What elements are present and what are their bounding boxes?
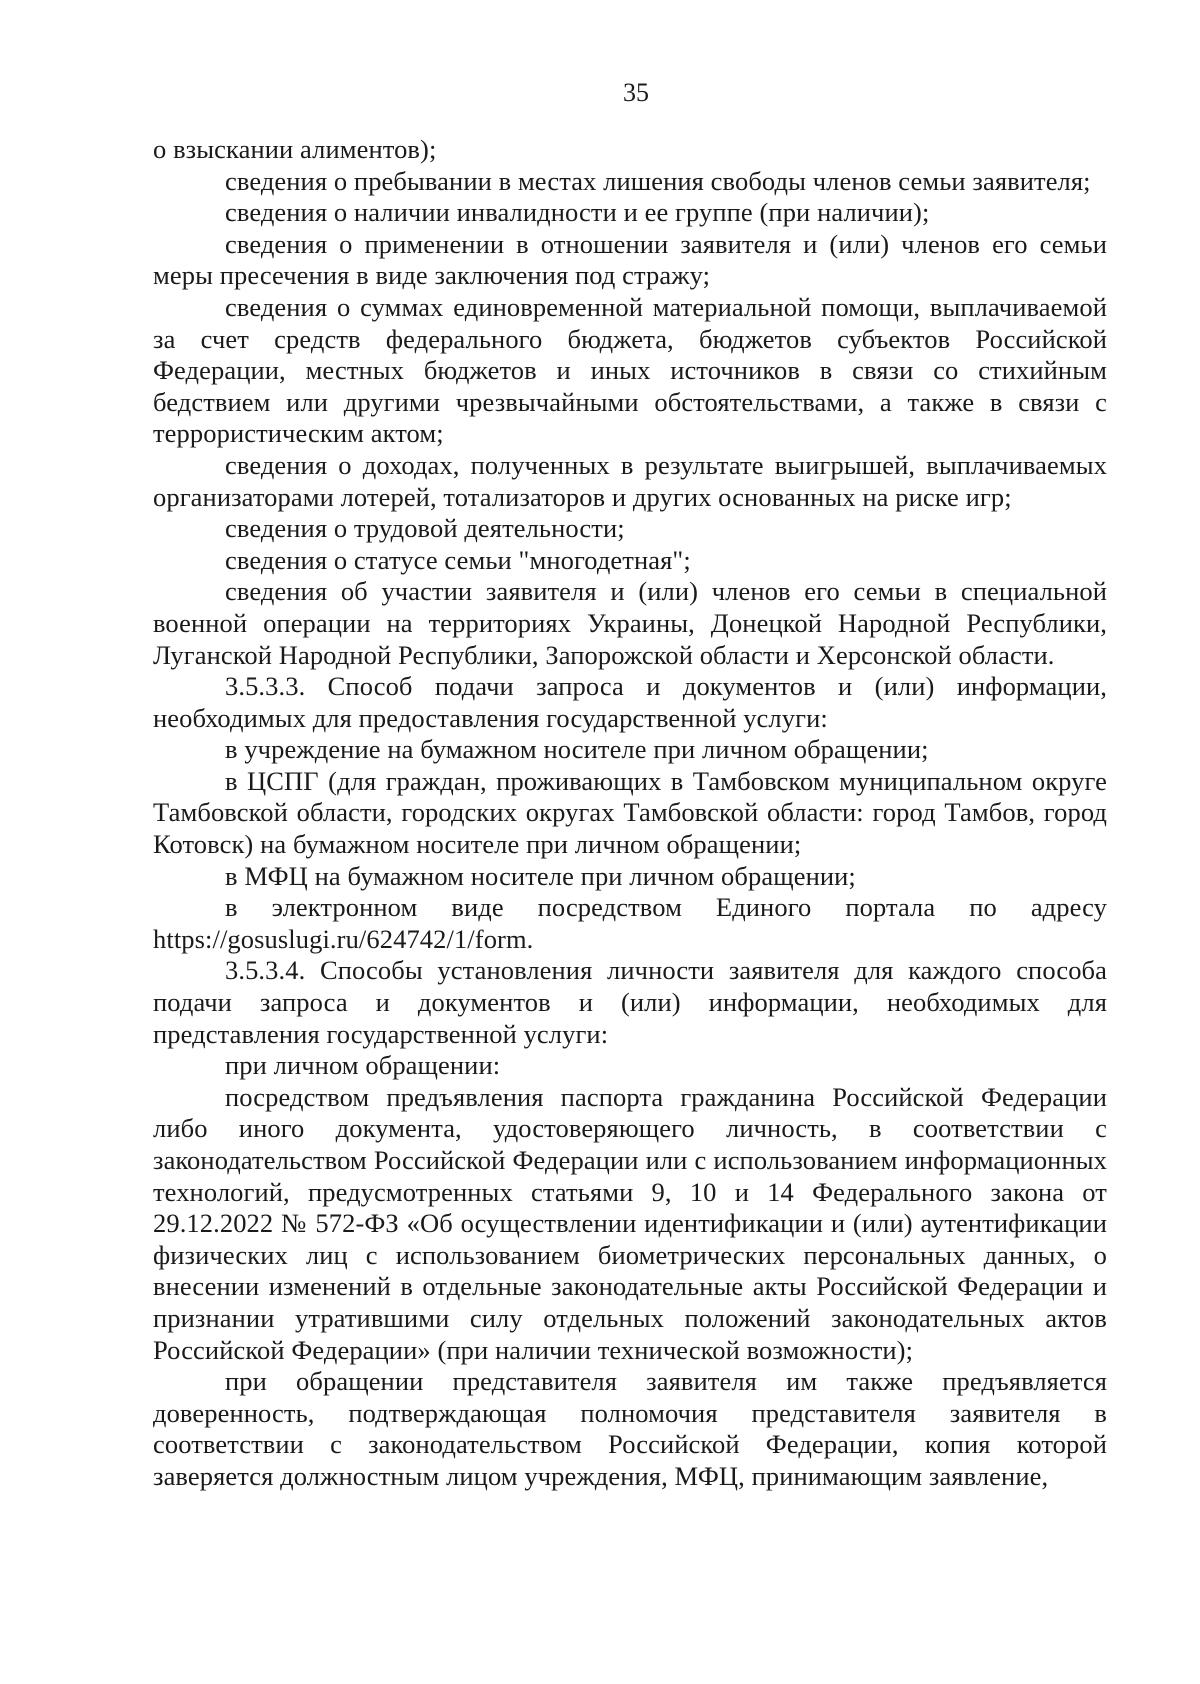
paragraph: при личном обращении:	[225, 1050, 501, 1081]
paragraph: сведения об участии заявителя и (или) членов его семьи в специальной военной операции на территориях Украины, Донецкой Народной Республики, Луганской Народной Республики, Запорожской области и Херсонской области.	[153, 576, 1107, 670]
paragraph: сведения о статусе семьи "многодетная";	[225, 544, 691, 575]
paragraph: сведения о трудовой деятельности;	[225, 513, 625, 544]
paragraph: о взыскании алиментов);	[153, 134, 437, 164]
document-body	[153, 134, 1107, 1493]
paragraph: сведения о пребывании в местах лишения свободы членов семьи заявителя;	[225, 165, 1091, 196]
page-number: 35	[623, 78, 649, 107]
paragraph: посредством предъявления паспорта гражданина Российской Федерации либо иного документа, удостоверяющего личность, в соответствии с законодательством Российской Федерации или с использованием информационных технологий, предусмотренных статьями 9, 10 и 14 Федерального закона от 29.12.2022 № 572-ФЗ «Об осуществлении идентификации и (или) аутентификации физических лиц с использованием биометрических персональных данных, о внесении изменений в отдельные законодательные акты Российской Федерации и признании утратившими силу отдельных положений законодательных актов Российской Федерации» (при наличии технической возможности);	[153, 1081, 1107, 1365]
paragraph: сведения о суммах единовременной материальной помощи, выплачиваемой за счет средств федерального бюджета, бюджетов субъектов Российской Федерации, местных бюджетов и иных источников в связи со стихийным бедствием или другими чрезвычайными обстоятельствами, а также в связи с террористическим актом;	[153, 291, 1107, 449]
paragraph-with-url: в электронном виде посредством Единого портала по адресу https://gosuslugi.ru/624742/1/form.	[153, 892, 1107, 954]
paragraph: сведения о применении в отношении заявителя и (или) членов его семьи меры пресечения в виде заключения под стражу;	[153, 228, 1107, 291]
paragraph: сведения о доходах, полученных в результате выигрышей, выплачиваемых организаторами лотерей, тотализаторов и других основанных на риске игр;	[153, 449, 1107, 512]
paragraph: сведения о наличии инвалидности и ее группе (при наличии);	[225, 197, 930, 228]
paragraph: при обращении представителя заявителя им также предъявляется доверенность, подтверждающая полномочия представителя заявителя в соответствии с законодательством Российской Федерации, копия которой заверяется должностным лицом учреждения, МФЦ, принимающим заявление,	[153, 1366, 1107, 1491]
paragraph: в учреждение на бумажном носителе при личном обращении;	[225, 734, 929, 765]
section-heading-paragraph: 3.5.3.4. Способы установления личности заявителя для каждого способа подачи запроса и документов и (или) информации, необходимых для представления государственной услуги:	[153, 955, 1107, 1049]
section-heading-paragraph: 3.5.3.3. Способ подачи запроса и документов и (или) информации, необходимых для предоставления государственной услуги:	[153, 671, 1107, 733]
paragraph: в ЦСПГ (для граждан, проживающих в Тамбовском муниципальном округе Тамбовской области, городских округах Тамбовской области: город Тамбов, город Котовск) на бумажном носителе при личном обращении;	[153, 765, 1107, 860]
paragraph: в МФЦ на бумажном носителе при личном обращении;	[225, 860, 856, 891]
